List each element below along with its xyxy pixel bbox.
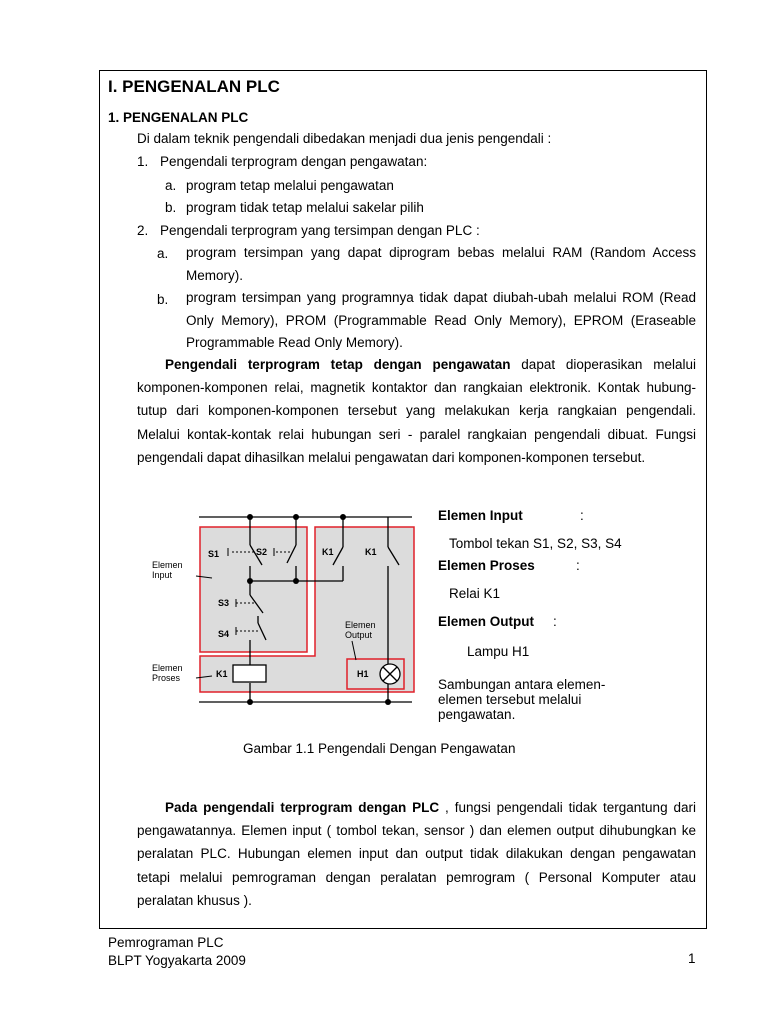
label-s3: S3: [218, 598, 230, 608]
legend-output-colon: :: [553, 614, 557, 629]
label-s1: S1: [208, 549, 220, 559]
label-s4: S4: [218, 629, 230, 639]
item2-b-text: program tersimpan yang programnya tidak dapat diubah-ubah melalui ROM (Read Only Memory), PROM (Programmable Read Only Memory), EPROM (Eraseable Programmable Read Only Memory).: [186, 290, 696, 350]
label-h1: H1: [357, 669, 369, 679]
page-title: I. PENGENALAN PLC: [108, 77, 280, 96]
item1-text: Pengendali terprogram dengan pengawatan:: [160, 154, 428, 169]
paragraph-wired-control: [137, 353, 696, 469]
label-k1-contact-a: K1: [322, 547, 334, 557]
item1-number: 1.: [137, 154, 149, 169]
footer-institution: BLPT Yogyakarta 2009: [108, 953, 246, 968]
item1-b-text: program tidak tetap melalui sakelar pilih: [186, 200, 424, 215]
legend-output-label: Elemen Output: [438, 614, 535, 629]
item2-text: Pengendali terprogram yang tersimpan dengan PLC :: [160, 223, 480, 238]
legend-proses-value: Relai K1: [449, 586, 501, 601]
paragraph-wired-control-rest: dapat dioperasikan melalui komponen-komponen relai, magnetik kontaktor dan rangkaian elektronik. Kontak hubung-tutup dari komponen-komponen tersebut yang melakukan kerja rangkaian pengendali. Melalui kontak-kontak relai hubungan seri - paralel rangkaian pengendali dibuat. Fungsi pengendali dapat dihasilkan melalui pengawatan dari komponen-komponen tersebut.: [137, 357, 696, 465]
label-k1-contact-b: K1: [365, 547, 377, 557]
label-k1-coil: K1: [216, 669, 228, 679]
item1-a-letter: a.: [165, 178, 177, 193]
legend-input-value: Tombol tekan S1, S2, S3, S4: [449, 536, 622, 551]
item2-a-text: program tersimpan yang dapat diprogram bebas melalui RAM (Random Access Memory).: [186, 245, 696, 283]
relay-coil-k1: [233, 665, 266, 682]
item1-a-text: program tetap melalui pengawatan: [186, 178, 394, 193]
legend-proses-colon: :: [576, 558, 580, 573]
paragraph-wired-control-bold: Pengendali terprogram tetap dengan pengawatan: [165, 357, 511, 372]
item2-b-letter: b.: [157, 292, 169, 307]
label-elemen-proses: Elemen Proses: [152, 663, 183, 683]
legend-output-value: Lampu H1: [467, 644, 530, 659]
label-elemen-output: Elemen Output: [345, 620, 376, 640]
label-elemen-input: Elemen Input: [152, 560, 183, 580]
figure-caption: Gambar 1.1 Pengendali Dengan Pengawatan: [243, 741, 516, 756]
input-element-box: [200, 527, 307, 652]
page-number: 1: [688, 951, 696, 966]
intro-text: Di dalam teknik pengendali dibedakan menjadi dua jenis pengendali :: [137, 131, 552, 146]
legend-proses-label: Elemen Proses: [438, 558, 535, 573]
item1-b-letter: b.: [165, 200, 177, 215]
wiring-diagram: [148, 506, 430, 716]
paragraph-plc-control-rest: , fungsi pengendali tidak tergantung dari pengawatannya. Elemen input ( tombol tekan, sensor ) dan elemen output dihubungkan ke peralatan PLC. Hubungan elemen input dan output tidak dilakukan dengan pengawatan tetapi melalui pemrograman dengan peralatan pemrogram ( Personal Komputer atau peralatan khusus ).: [137, 800, 696, 908]
legend-input-colon: :: [580, 508, 584, 523]
footer-title: Pemrograman PLC: [108, 935, 224, 950]
lamp-h1-icon: [380, 664, 400, 684]
paragraph-plc-control: [137, 796, 696, 912]
legend-input-label: Elemen Input: [438, 508, 523, 523]
legend-note: Sambungan antara elemen-elemen tersebut melalui pengawatan.: [438, 677, 606, 722]
item2-number: 2.: [137, 223, 149, 238]
label-s2: S2: [256, 547, 268, 557]
paragraph-plc-control-bold: Pada pengendali terprogram dengan PLC: [165, 800, 440, 815]
item2-a-letter: a.: [157, 246, 169, 261]
section-heading: 1. PENGENALAN PLC: [108, 110, 249, 125]
